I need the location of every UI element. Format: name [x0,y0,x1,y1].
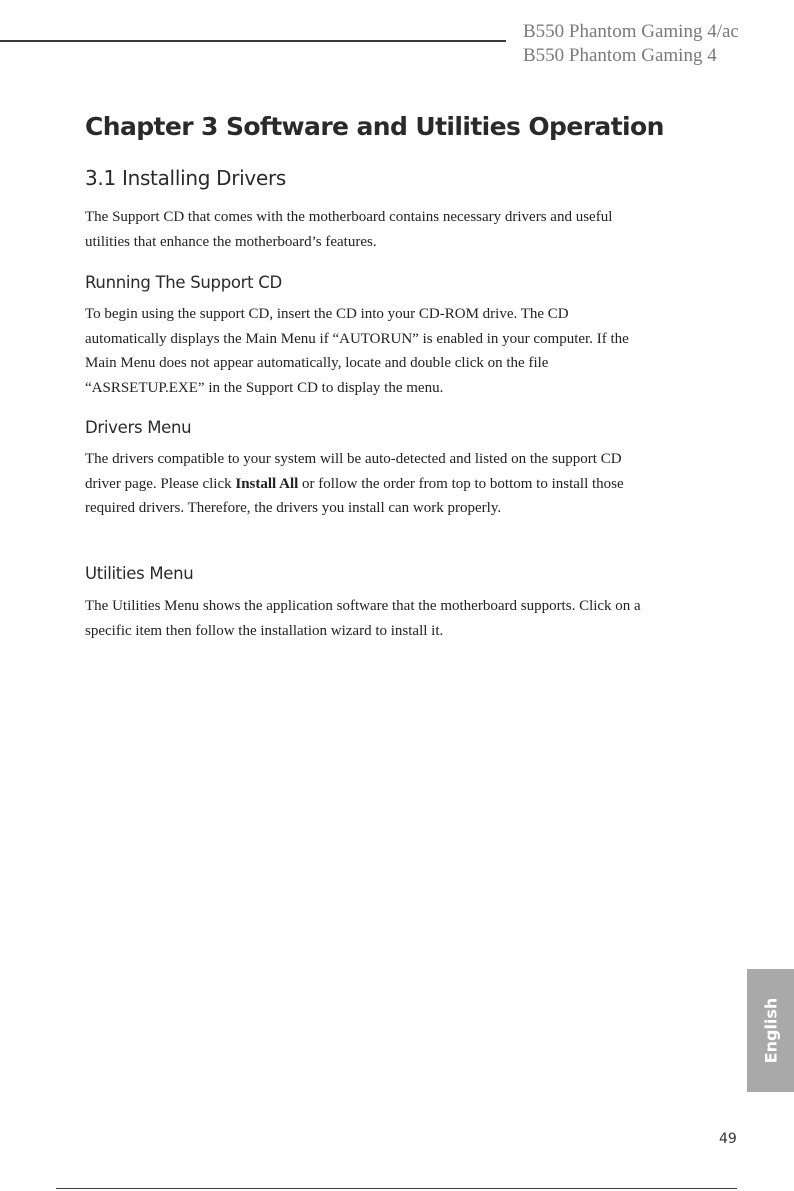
subheading-running-support-cd: Running The Support CD [85,273,282,292]
drivers-text-part: The drivers compatible to your system will be auto-detected and listed on the support CD driver page. Please click [85,451,622,492]
drivers-menu-text [85,447,645,521]
page-number: 49 [719,1131,737,1147]
header-rule [0,40,506,42]
section-intro: The Support CD that comes with the motherboard contains necessary drivers and useful utilities that enhance the motherboard’s features. [85,209,613,250]
install-all-emphasis: Install All [235,475,299,492]
section-title: 3.1 Installing Drivers [85,166,287,190]
drivers-text-part: or follow the order from top to bottom to install those required drivers. Therefore, the drivers you install can work properly. [85,475,624,516]
utilities-menu-text: The Utilities Menu shows the application software that the motherboard supports. Click on a specific item then follow the installation wizard to install it. [85,598,641,639]
footer-rule [56,1188,737,1189]
subheading-utilities-menu: Utilities Menu [85,564,194,583]
language-side-tab [747,969,794,1092]
chapter-title: Chapter 3 Software and Utilities Operation [85,112,664,141]
header-model-list [523,20,739,68]
language-tab-label: English [761,997,780,1064]
header-model-name: B550 Phantom Gaming 4 [523,45,717,66]
header-model-name: B550 Phantom Gaming 4/ac [523,21,739,42]
subheading-drivers-menu: Drivers Menu [85,418,192,437]
running-support-cd-text: To begin using the support CD, insert the CD into your CD-ROM drive. The CD automatically displays the Main Menu if “AUTORUN” is enabled in your computer. If the Main Menu does not appear automatically, locate and double click on the file “ASRSETUP.EXE” in the Support CD to display the menu. [85,306,629,396]
